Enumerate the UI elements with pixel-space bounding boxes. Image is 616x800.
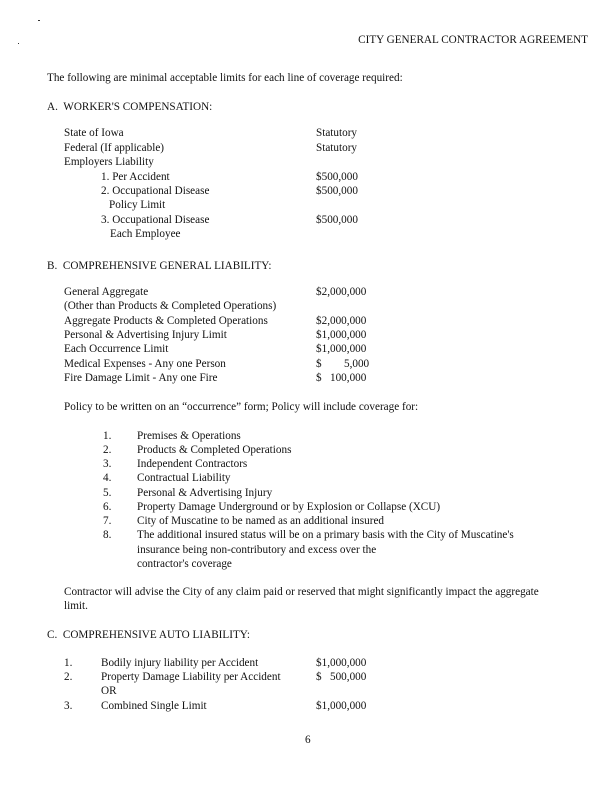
- list-item: Property Damage Underground or by Explosion or Collapse (XCU): [137, 501, 441, 513]
- row-label: Medical Expenses - Any one Person: [64, 358, 226, 370]
- list-item: Premises & Operations: [137, 430, 241, 442]
- row-value: $1,000,000: [316, 329, 367, 341]
- list-item: City of Muscatine to be named as an additional insured: [137, 515, 384, 527]
- page-number: 6: [305, 734, 311, 746]
- row-value: $500,000: [316, 214, 358, 226]
- section-b-heading: B. COMPREHENSIVE GENERAL LIABILITY:: [47, 260, 272, 272]
- row-value: $500,000: [316, 185, 358, 197]
- row-label: Aggregate Products & Completed Operations: [64, 315, 268, 327]
- intro-text: The following are minimal acceptable limits for each line of coverage required:: [47, 72, 403, 84]
- row-label: Federal (If applicable): [64, 142, 165, 154]
- list-item-continuation: insurance being non-contributory and excess over the: [137, 544, 377, 556]
- policy-text: Policy to be written on an “occurrence” form; Policy will include coverage for:: [64, 401, 419, 413]
- row-label: Each Employee: [110, 228, 181, 240]
- row-number: 2.: [64, 671, 73, 683]
- list-number: 4.: [103, 472, 112, 484]
- row-number: 3.: [64, 700, 73, 712]
- list-number: 3.: [103, 458, 112, 470]
- list-number: 7.: [103, 515, 112, 527]
- row-value: $1,000,000: [316, 700, 367, 712]
- row-label: State of Iowa: [64, 127, 124, 139]
- scan-speck: [18, 43, 19, 44]
- list-number: 2.: [103, 444, 112, 456]
- row-value: $2,000,000: [316, 286, 367, 298]
- list-number: 6.: [103, 501, 112, 513]
- row-value: $ 5,000: [316, 358, 370, 370]
- list-number: 1.: [103, 430, 112, 442]
- list-item: Personal & Advertising Injury: [137, 487, 273, 499]
- row-label: Property Damage Liability per Accident: [101, 671, 281, 683]
- row-label: Fire Damage Limit - Any one Fire: [64, 372, 218, 384]
- row-value: $ 500,000: [316, 671, 367, 683]
- row-label: General Aggregate: [64, 286, 149, 298]
- list-item: Independent Contractors: [137, 458, 248, 470]
- row-value: $ 100,000: [316, 372, 367, 384]
- row-value: Statutory: [316, 127, 358, 139]
- row-label: OR: [101, 685, 117, 697]
- row-label: Bodily injury liability per Accident: [101, 657, 259, 669]
- row-value: $2,000,000: [316, 315, 367, 327]
- list-item: Contractual Liability: [137, 472, 231, 484]
- row-value: $1,000,000: [316, 657, 367, 669]
- scan-speck: [38, 20, 40, 21]
- row-value: $500,000: [316, 171, 358, 183]
- row-label: 3. Occupational Disease: [101, 214, 210, 226]
- row-label: Employers Liability: [64, 156, 154, 168]
- row-value: $1,000,000: [316, 343, 367, 355]
- row-label: (Other than Products & Completed Operations): [64, 300, 277, 312]
- list-item: The additional insured status will be on a primary basis with the City of Muscatine's: [137, 529, 514, 541]
- row-label: Policy Limit: [109, 199, 166, 211]
- row-label: 2. Occupational Disease: [101, 185, 210, 197]
- advise-text-cont: limit.: [64, 600, 88, 612]
- list-item: Products & Completed Operations: [137, 444, 292, 456]
- list-number: 8.: [103, 529, 112, 541]
- row-value: Statutory: [316, 142, 358, 154]
- row-number: 1.: [64, 657, 73, 669]
- document-header-title: CITY GENERAL CONTRACTOR AGREEMENT: [358, 34, 588, 46]
- row-label: Each Occurrence Limit: [64, 343, 169, 355]
- row-label: 1. Per Accident: [101, 171, 170, 183]
- section-a-heading: A. WORKER'S COMPENSATION:: [47, 101, 213, 113]
- row-label: Combined Single Limit: [101, 700, 207, 712]
- advise-text: Contractor will advise the City of any claim paid or reserved that might significantly impact the aggregate: [64, 586, 539, 598]
- list-item-continuation: contractor's coverage: [137, 558, 232, 570]
- section-c-heading: C. COMPREHENSIVE AUTO LIABILITY:: [47, 629, 250, 641]
- list-number: 5.: [103, 487, 112, 499]
- row-label: Personal & Advertising Injury Limit: [64, 329, 227, 341]
